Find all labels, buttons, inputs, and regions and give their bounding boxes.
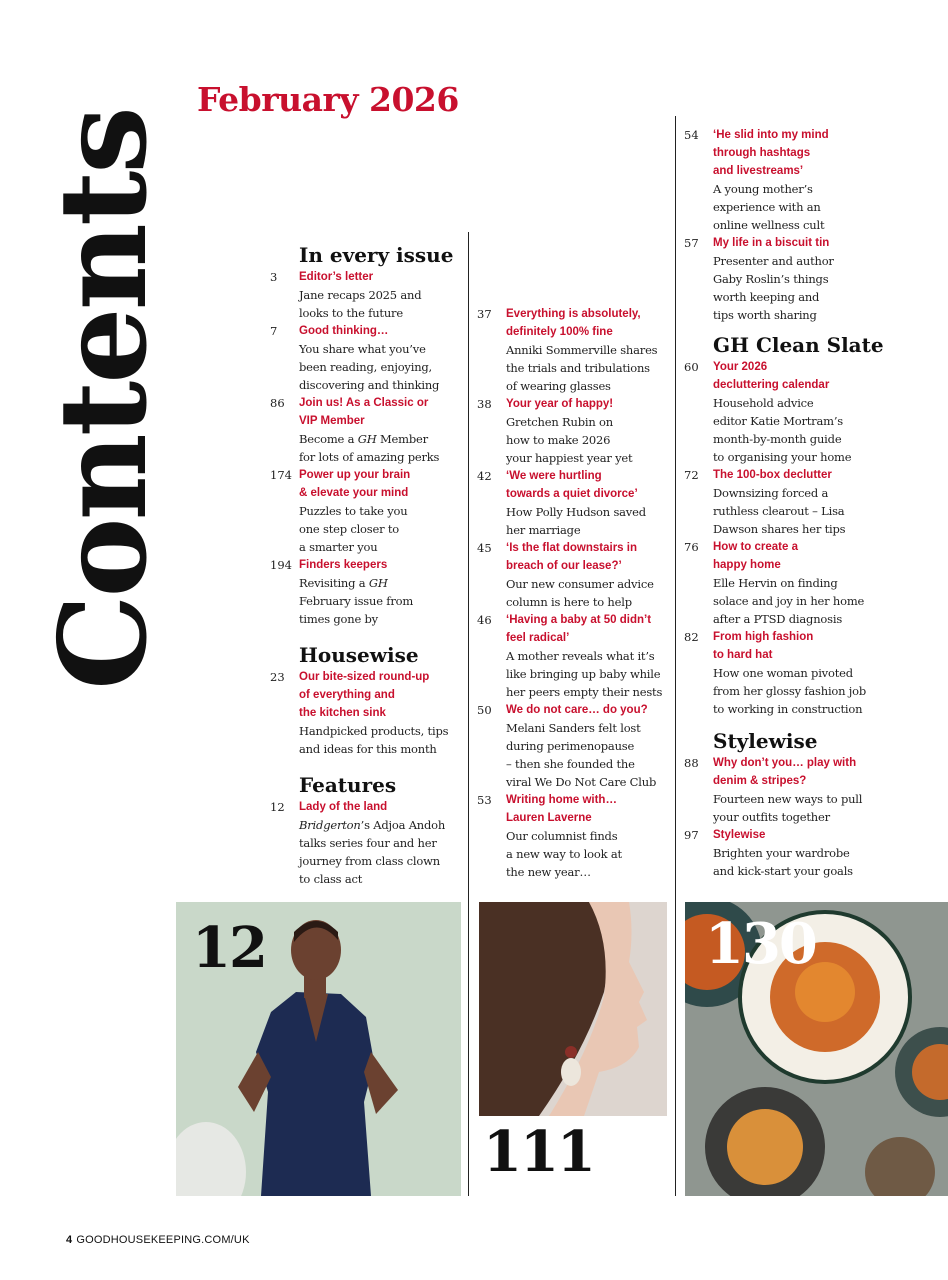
entry-headline: ‘He slid into my mind — [713, 129, 829, 141]
entry-headline: We do not care… do you? — [506, 704, 648, 716]
entry-headline: Editor’s letter — [299, 271, 374, 283]
entry-description: how to make 2026 — [506, 433, 611, 447]
entry-description: one step closer to — [299, 522, 399, 536]
contents-entry[interactable] — [684, 358, 874, 466]
entry-headline: The 100-box declutter — [713, 469, 832, 481]
entry-description: Revisiting a GH — [299, 576, 388, 590]
entry-headline: the kitchen sink — [299, 707, 386, 719]
contents-entry[interactable] — [684, 628, 874, 718]
entry-description: column is here to help — [506, 595, 632, 609]
contents-column-1 — [270, 242, 460, 888]
entry-description: A young mother’s — [713, 182, 813, 196]
entry-headline: Good thinking… — [299, 325, 389, 337]
entry-headline: Our bite-sized round-up — [299, 671, 430, 683]
entry-headline: denim & stripes? — [713, 775, 807, 787]
entry-description: Presenter and author — [713, 254, 834, 268]
contents-entry[interactable] — [477, 305, 672, 395]
entry-description: times gone by — [299, 612, 378, 626]
entry-description: Our columnist finds — [506, 829, 618, 843]
entry-description: her marriage — [506, 523, 581, 537]
entry-description: solace and joy in her home — [713, 594, 865, 608]
entry-description: online wellness cult — [713, 218, 825, 232]
entry-headline: Lady of the land — [299, 801, 388, 813]
issue-date: February 2026 — [197, 80, 459, 119]
entry-description: Household advice — [713, 396, 814, 410]
page-number: 53 — [477, 793, 492, 807]
photo-flan-desserts[interactable] — [685, 902, 948, 1196]
section-heading-features: Features — [299, 773, 397, 797]
entry-description: her peers empty their nests — [506, 685, 663, 699]
entry-description: your happiest year yet — [506, 451, 633, 465]
page-number: 76 — [684, 540, 699, 554]
entry-description: Bridgerton’s Adjoa Andoh — [299, 818, 446, 832]
entry-headline: From high fashion — [713, 631, 814, 643]
page-number: 97 — [684, 828, 699, 842]
entry-description: the trials and tribulations — [506, 361, 650, 375]
entry-description: talks series four and her — [299, 836, 437, 850]
entry-description: Anniki Sommerville shares — [506, 343, 658, 357]
section-heading-clean-slate: GH Clean Slate — [713, 333, 884, 357]
page-number: 194 — [270, 558, 292, 572]
entry-description: a new way to look at — [506, 847, 622, 861]
entry-headline: through hashtags — [713, 147, 811, 159]
entry-description: a smarter you — [299, 540, 378, 554]
page-number: 42 — [477, 469, 492, 483]
entry-description: You share what you’ve — [299, 342, 426, 356]
contents-title: Contents — [33, 109, 174, 690]
entry-headline: Join us! As a Classic or — [299, 397, 429, 409]
entry-description: Gretchen Rubin on — [506, 415, 613, 429]
contents-entry[interactable] — [270, 394, 460, 466]
page-number: 45 — [477, 541, 492, 555]
entry-headline: to hard hat — [713, 649, 773, 661]
page-number: 60 — [684, 360, 699, 374]
section-heading-every-issue: In every issue — [299, 243, 454, 267]
footer-site: GOODHOUSEKEEPING.COM/UK — [76, 1234, 250, 1246]
entry-description: during perimenopause — [506, 739, 635, 753]
page-number: 12 — [270, 800, 285, 814]
photo-profile-earring[interactable] — [479, 902, 667, 1116]
page-number: 3 — [270, 270, 278, 284]
entry-description: A mother reveals what it’s — [506, 649, 655, 663]
section-heading-housewise: Housewise — [299, 643, 419, 667]
entry-description: to working in construction — [713, 702, 863, 716]
entry-headline: happy home — [713, 559, 781, 571]
contents-entry[interactable] — [684, 466, 874, 538]
contents-entry[interactable] — [684, 826, 874, 880]
entry-headline: of everything and — [299, 689, 395, 701]
profile-illustration — [479, 902, 667, 1116]
page-footer — [66, 1234, 250, 1246]
entry-description: the new year… — [506, 865, 591, 879]
contents-entry[interactable] — [477, 611, 672, 701]
entry-headline: definitely 100% fine — [506, 326, 613, 338]
entry-description: How one woman pivoted — [713, 666, 853, 680]
entry-description: of wearing glasses — [506, 379, 611, 393]
entry-description: to class act — [299, 872, 363, 886]
entry-description: after a PTSD diagnosis — [713, 612, 843, 626]
entry-description: to organising your home — [713, 450, 852, 464]
entry-description: for lots of amazing perks — [299, 450, 440, 464]
entry-headline: breach of our lease?’ — [506, 560, 622, 572]
contents-column-2 — [477, 305, 672, 881]
entry-description: Puzzles to take you — [299, 504, 408, 518]
entry-description: tips worth sharing — [713, 308, 817, 322]
entry-headline: & elevate your mind — [299, 487, 409, 499]
entry-headline: and livestreams’ — [713, 165, 804, 177]
section-heading-stylewise: Stylewise — [713, 729, 818, 753]
entry-headline: decluttering calendar — [713, 379, 830, 391]
contents-entry[interactable] — [270, 466, 460, 556]
contents-entry[interactable] — [477, 395, 672, 467]
page-number: 88 — [684, 756, 699, 770]
entry-description: been reading, enjoying, — [299, 360, 433, 374]
entry-description: How Polly Hudson saved — [506, 505, 646, 519]
entry-description: your outfits together — [713, 810, 830, 824]
column-divider-1 — [468, 232, 469, 1196]
contents-entry[interactable] — [684, 126, 874, 234]
contents-entry[interactable] — [270, 798, 460, 888]
entry-headline: Your 2026 — [713, 361, 768, 373]
entry-description: and kick-start your goals — [713, 864, 853, 878]
entry-headline: Stylewise — [713, 829, 766, 841]
contents-entry[interactable] — [684, 234, 874, 324]
page-number: 23 — [270, 670, 285, 684]
entry-headline: ‘Is the flat downstairs in — [506, 542, 637, 554]
entry-headline: VIP Member — [299, 415, 365, 427]
entry-description: Elle Hervin on finding — [713, 576, 838, 590]
entry-headline: towards a quiet divorce’ — [506, 488, 638, 500]
contents-entry[interactable] — [477, 467, 672, 539]
entry-description: Handpicked products, tips — [299, 724, 449, 738]
entry-headline: How to create a — [713, 541, 798, 553]
entry-headline: ‘Having a baby at 50 didn’t — [506, 614, 652, 626]
entry-headline: Lauren Laverne — [506, 812, 592, 824]
contents-entry[interactable] — [477, 791, 672, 881]
page-number: 174 — [270, 468, 292, 482]
entry-description: like bringing up baby while — [506, 667, 661, 681]
contents-entry[interactable] — [270, 556, 460, 628]
page-number: 38 — [477, 397, 492, 411]
page-number: 72 — [684, 468, 699, 482]
page-number: 54 — [684, 128, 699, 142]
entry-description: Our new consumer advice — [506, 577, 654, 591]
entry-description: Gaby Roslin’s things — [713, 272, 829, 286]
photo-page-number: 12 — [192, 915, 266, 981]
entry-description: and ideas for this month — [299, 742, 437, 756]
entry-headline: Why don’t you… play with — [713, 757, 857, 769]
contents-column-3 — [684, 126, 884, 880]
entry-description: viral We Do Not Care Club — [506, 775, 657, 789]
entry-description: Become a GH Member — [299, 432, 428, 446]
entry-headline: Writing home with… — [506, 794, 617, 806]
entry-description: editor Katie Mortram’s — [713, 414, 843, 428]
entry-description: Melani Sanders felt lost — [506, 721, 641, 735]
entry-description: journey from class clown — [299, 854, 440, 868]
entry-description: worth keeping and — [713, 290, 820, 304]
entry-headline: Your year of happy! — [506, 398, 614, 410]
entry-description: month-by-month guide — [713, 432, 842, 446]
page-number: 57 — [684, 236, 699, 250]
entry-description: Jane recaps 2025 and — [299, 288, 422, 302]
entry-description: Brighten your wardrobe — [713, 846, 850, 860]
entry-description: Downsizing forced a — [713, 486, 829, 500]
contents-entry[interactable] — [477, 701, 672, 791]
entry-description: discovering and thinking — [299, 378, 440, 392]
entry-description: Fourteen new ways to pull — [713, 792, 863, 806]
page-number: 7 — [270, 324, 278, 338]
entry-description: experience with an — [713, 200, 821, 214]
contents-entry[interactable] — [270, 268, 460, 322]
entry-headline: ‘We were hurtling — [506, 470, 602, 482]
entry-headline: Power up your brain — [299, 469, 411, 481]
page-number: 50 — [477, 703, 492, 717]
entry-description: Dawson shares her tips — [713, 522, 846, 536]
photo-page-number: 130 — [705, 911, 816, 977]
page-number: 82 — [684, 630, 699, 644]
entry-description: February issue from — [299, 594, 414, 608]
page-number: 46 — [477, 613, 492, 627]
entry-description: ruthless clearout – Lisa — [713, 504, 845, 518]
entry-headline: Everything is absolutely, — [506, 308, 641, 320]
photo-adjoa-andoh[interactable] — [176, 902, 461, 1196]
entry-headline: My life in a biscuit tin — [713, 237, 830, 249]
contents-entry[interactable] — [684, 754, 874, 826]
entry-description: – then she founded the — [506, 757, 635, 771]
column-divider-2 — [675, 116, 676, 1196]
entry-headline: Finders keepers — [299, 559, 388, 571]
entry-description: looks to the future — [299, 306, 403, 320]
entry-description: from her glossy fashion job — [713, 684, 867, 698]
page-number: 86 — [270, 396, 285, 410]
entry-headline: feel radical’ — [506, 632, 570, 644]
photo-page-number-111: 111 — [483, 1119, 594, 1185]
contents-entry[interactable] — [477, 539, 672, 611]
contents-entry[interactable] — [270, 668, 460, 758]
footer-page-number: 4 — [66, 1234, 73, 1246]
page-number: 37 — [477, 307, 492, 321]
contents-entry[interactable] — [684, 538, 874, 628]
contents-entry[interactable] — [270, 322, 460, 394]
